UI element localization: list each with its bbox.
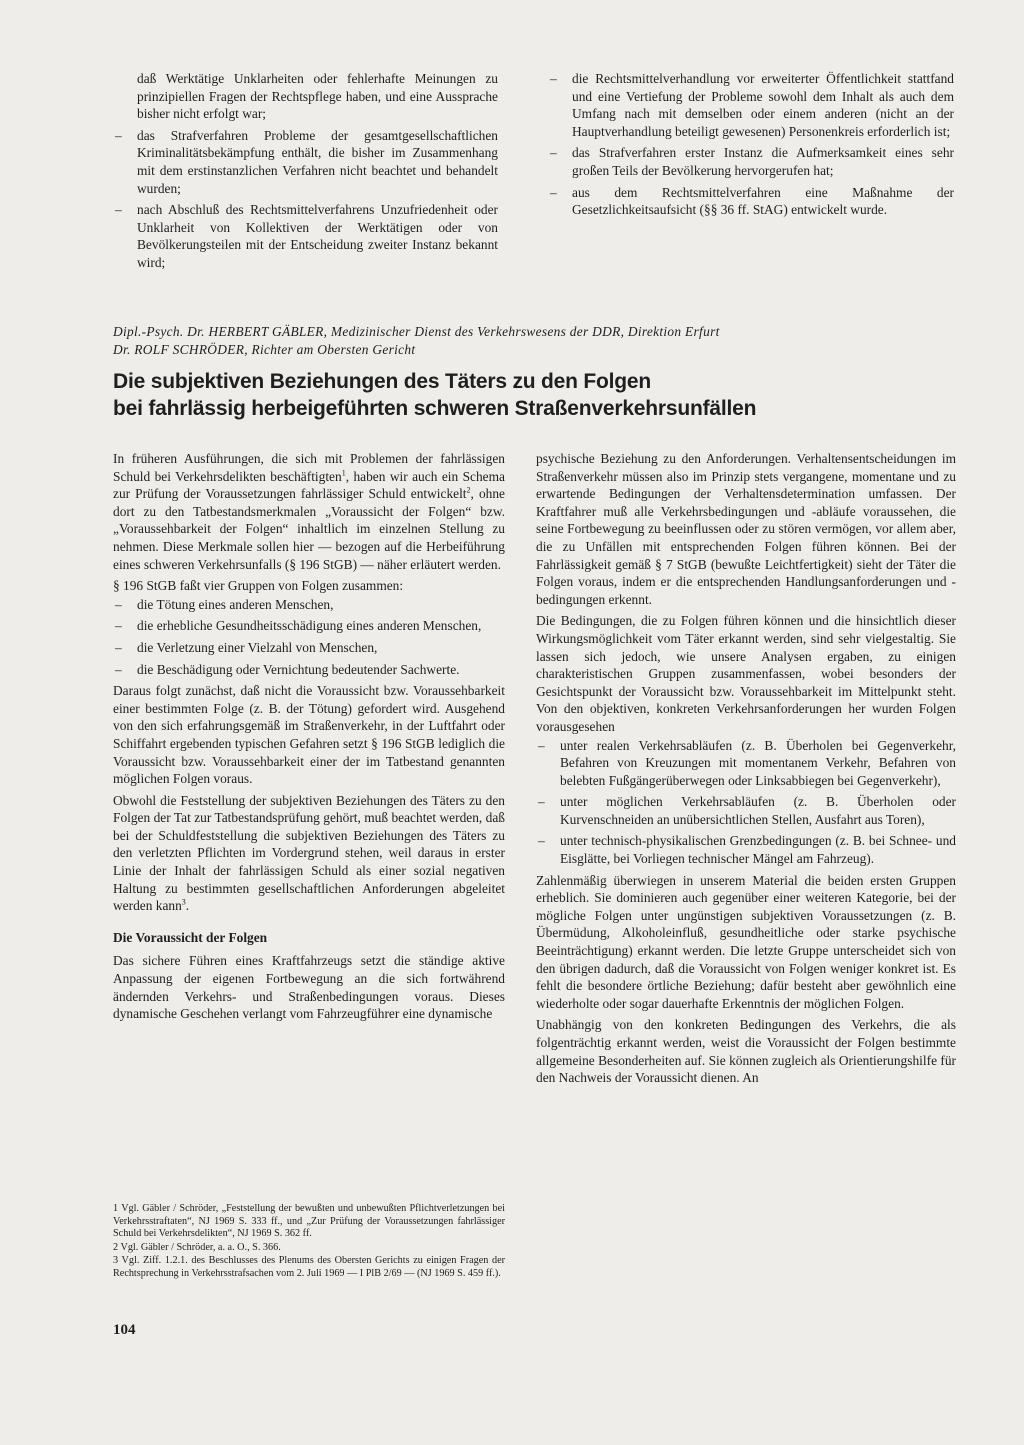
list-item: – die Rechtsmittelverhandlung vor erweiterter Öffentlichkeit stattfand und eine Vertiefung der Probleme sowohl dem Inhalt als auch dem Umfang nach mit demselben oder einem anderen (nicht an der Hauptverhandlung beteiligt gewesenen) Personenkreis erforderlich ist; [548,70,954,140]
section-heading: Die Voraussicht der Folgen [113,929,268,945]
footnote-ref[interactable]: 3 [181,897,186,907]
continued-paragraph: daß Werktätige Unklarheiten oder fehlerhafte Meinungen zu prinzipiellen Fragen der Rechtspflege haben, und eine Aussprache bisher nicht erfolgt war; [137,71,498,122]
body-right-column [536,450,956,1091]
top-right-column [548,70,954,223]
paragraph: psychische Beziehung zu den Anforderungen. Verhaltensentscheidungen im Straßenverkehr müssen also im Prinzip stets vergangene, momentane und zu erwartende Bedingungen der Verhaltensdetermination umfassen. Der Kraftfahrer muß alle Verkehrsbedingungen und -abläufe voraussehen, die seine Fortbewegung zu beeinflussen oder zu stören vermögen, vor allem aber, die zu Unfällen mit entsprechenden Folgen führen können. Bei der Fahrlässigkeit gemäß § 7 StGB (bewußte Leichtfertigkeit) sieht der Täter die Folgen voraus, indem er die entsprechenden Handlungsanforderungen und -bedingungen erkennt. [536,451,956,607]
paragraph: Das sichere Führen eines Kraftfahrzeugs setzt die ständige aktive Anpassung der eigenen Fortbewegung an die sich fortwährend ändernden Verkehrs- und Straßenbedingungen voraus. Dieses dynamische Geschehen verlangt vom Fahrzeugführer eine dynamische [113,953,505,1022]
paragraph: Die Bedingungen, die zu Folgen führen können und die hinsichtlich dieser Wirkungsmöglichkeit vom Täter erkannt werden, sind sehr vielgestaltig. Sie lassen sich jedoch, wie unsere Analysen ergaben, zu einigen charakteristischen Gruppen zusammenfassen, wobei besonders der Gesichtspunkt der Voraussicht bzw. Voraussehbarkeit im Mittelpunkt steht. Von den objektiven, konkreten Verkehrsanforderungen her wurden Folgen vorausgesehen [536,613,956,734]
paragraph: Daraus folgt zunächst, daß nicht die Voraussicht bzw. Voraussehbarkeit einer bestimmten Folge (z. B. der Tötung) gefordert wird. Ausgehend von den sich erfahrungsgemäß im Straßenverkehr, in der Luftfahrt oder Schiffahrt ergebenden typischen Gefahren setzt § 196 StGB lediglich die Voraussicht bzw. Voraussehbarkeit einer der im Tatbestand genannten möglichen Folgen voraus. [113,683,505,787]
top-left-column [113,70,498,276]
paragraph [113,792,505,915]
footnote-ref[interactable]: 2 [466,485,471,495]
list-item: – die Beschädigung oder Vernichtung bedeutender Sachwerte. [113,661,505,679]
footnotes [113,1203,505,1282]
list-item: – das Strafverfahren Probleme der gesamtgesellschaftlichen Kriminalitätsbekämpfung enthält, die bisher im Zusammenhang mit dem erstinstanzlichen Verfahren nicht beachtet und behandelt wurden; [113,127,498,197]
paragraph: Zahlenmäßig überwiegen in unserem Material die beiden ersten Gruppen erheblich. Sie dominieren auch gegenüber einer weiteren Kategorie, bei der mögliche Folgen unter ungünstigen subjektiven Voraussetzungen (z. B. Übermüdung, Alkoholeinfluß, gesundheitliche oder starke psychische Beeinträchtigung) erkannt werden. Die letzte Gruppe unterscheidet sich von den übrigen dadurch, daß die Voraussicht von Folgen weniger konkret ist. Es fehlt die besondere örtliche Beziehung; dafür besteht aber gewöhnlich eine wiederholte oder sogar dauerhafte Erkenntnis der möglichen Folgen. [536,872,956,1011]
list-item: – die erhebliche Gesundheitsschädigung eines anderen Menschen, [113,617,505,635]
list-item: – unter technisch-physikalischen Grenzbedingungen (z. B. bei Schnee- und Eisglätte, bei Vorliegen technischer Mängel am Fahrzeug). [536,832,956,867]
paragraph: Unabhängig von den konkreten Bedingungen des Verkehrs, die als folgenträchtig erkannt werden, weist die Voraussicht der Folgen bestimmte allgemeine Besonderheiten auf. Sie können zugleich als Orientierungshilfe für den Nachweis der Voraussicht dienen. An [536,1017,956,1086]
footnote: 3 Vgl. Ziff. 1.2.1. des Beschlusses des Plenums des Obersten Gerichts zu einigen Fragen der Rechtsprechung in Verkehrsstrafsachen vom 2. Juli 1969 — I PlB 2/69 — (NJ 1969 S. 459 ff.). [113,1255,505,1279]
list-item: – unter realen Verkehrsabläufen (z. B. Überholen bei Gegenverkehr, Befahren von Kreuzungen mit momentanem Verkehr, Befahren von belebten Fußgängerüberwegen oder Linksabbiegen bei Gegenverkehr), [536,737,956,790]
page-number: 104 [113,1322,136,1338]
footnote: 1 Vgl. Gäbler / Schröder, „Feststellung der bewußten und unbewußten Pflichtverletzungen bei Verkehrsstraftaten“, NJ 1969 S. 333 ff., und „Zur Prüfung der Voraussetzungen fahrlässiger Schuld bei Verkehrsdelikten“, NJ 1969 S. 362 ff. [113,1203,505,1240]
paragraph-text: , ohne dort zu den Tatbestandsmerkmalen „Voraussicht der Folgen“ bzw. „Voraussehbarkeit der Folgen“ inhaltlich im einzelnen Stellung zu nehmen. Diese Merkmale sollen hier — bezogen auf die Herbeiführung eines schweren Verkehrsunfalls (§ 196 StGB) — näher erläutert werden. [113,486,505,572]
article-authors [113,323,963,359]
paragraph-text: Obwohl die Feststellung der subjektiven Beziehungen des Täters zu den Folgen der Tat zur Tatbestandsprüfung gehört, muß beachtet werden, daß bei der Schuldfeststellung die subjektiven Beziehungen des Täters zu den verletzten Pflichten im Vordergrund stehen, weil daraus in erster Linie der Inhalt der fahrlässigen Schuld als einer sozial negativen Haltung zu bestimmten gesellschaftlichen Anforderungen abgeleitet werden kann [113,792,505,914]
paragraph [113,450,505,573]
list-item: – die Tötung eines anderen Menschen, [113,596,505,614]
article-title [113,368,963,422]
list-item: – aus dem Rechtsmittelverfahren eine Maßnahme der Gesetzlichkeitsaufsicht (§§ 36 ff. StAG) entwickelt wurde. [548,184,954,219]
list-item: – die Verletzung einer Vielzahl von Menschen, [113,639,505,657]
author-line: Dipl.-Psych. Dr. HERBERT GÄBLER, Medizinischer Dienst des Verkehrswesens der DDR, Direktion Erfurt [113,324,720,339]
paragraph: § 196 StGB faßt vier Gruppen von Folgen zusammen: [113,578,404,594]
title-line: bei fahrlässig herbeigeführten schweren Straßenverkehrsunfällen [113,397,757,420]
paragraph-text: In früheren Ausführungen, die sich mit Problemen der fahrlässigen Schuld bei Verkehrsdelikten beschäftigten [113,451,505,484]
list-item: – unter möglichen Verkehrsabläufen (z. B. Überholen oder Kurvenschneiden an unübersichtlichen Stellen, Ausfahrt aus Toren), [536,793,956,828]
paragraph-text: . [185,898,190,914]
list-item: – nach Abschluß des Rechtsmittelverfahrens Unzufriedenheit oder Unklarheit von Kollektiven der Werktätigen oder von Bevölkerungsteilen mit der Entscheidung zweiter Instanz bekannt wird; [113,201,498,271]
title-line: Die subjektiven Beziehungen des Täters zu den Folgen [113,370,652,393]
author-line: Dr. ROLF SCHRÖDER, Richter am Obersten Gericht [113,342,416,357]
footnote-ref[interactable]: 1 [341,468,346,478]
body-left-column [113,450,505,1027]
paragraph-text: , haben wir auch ein Schema zur Prüfung der Voraussetzungen fahrlässiger Schuld entwickelt [113,468,505,502]
list-item: – das Strafverfahren erster Instanz die Aufmerksamkeit eines sehr großen Teils der Bevölkerung hervorgerufen hat; [548,144,954,179]
footnote: 2 Vgl. Gäbler / Schröder, a. a. O., S. 366. [113,1241,281,1253]
